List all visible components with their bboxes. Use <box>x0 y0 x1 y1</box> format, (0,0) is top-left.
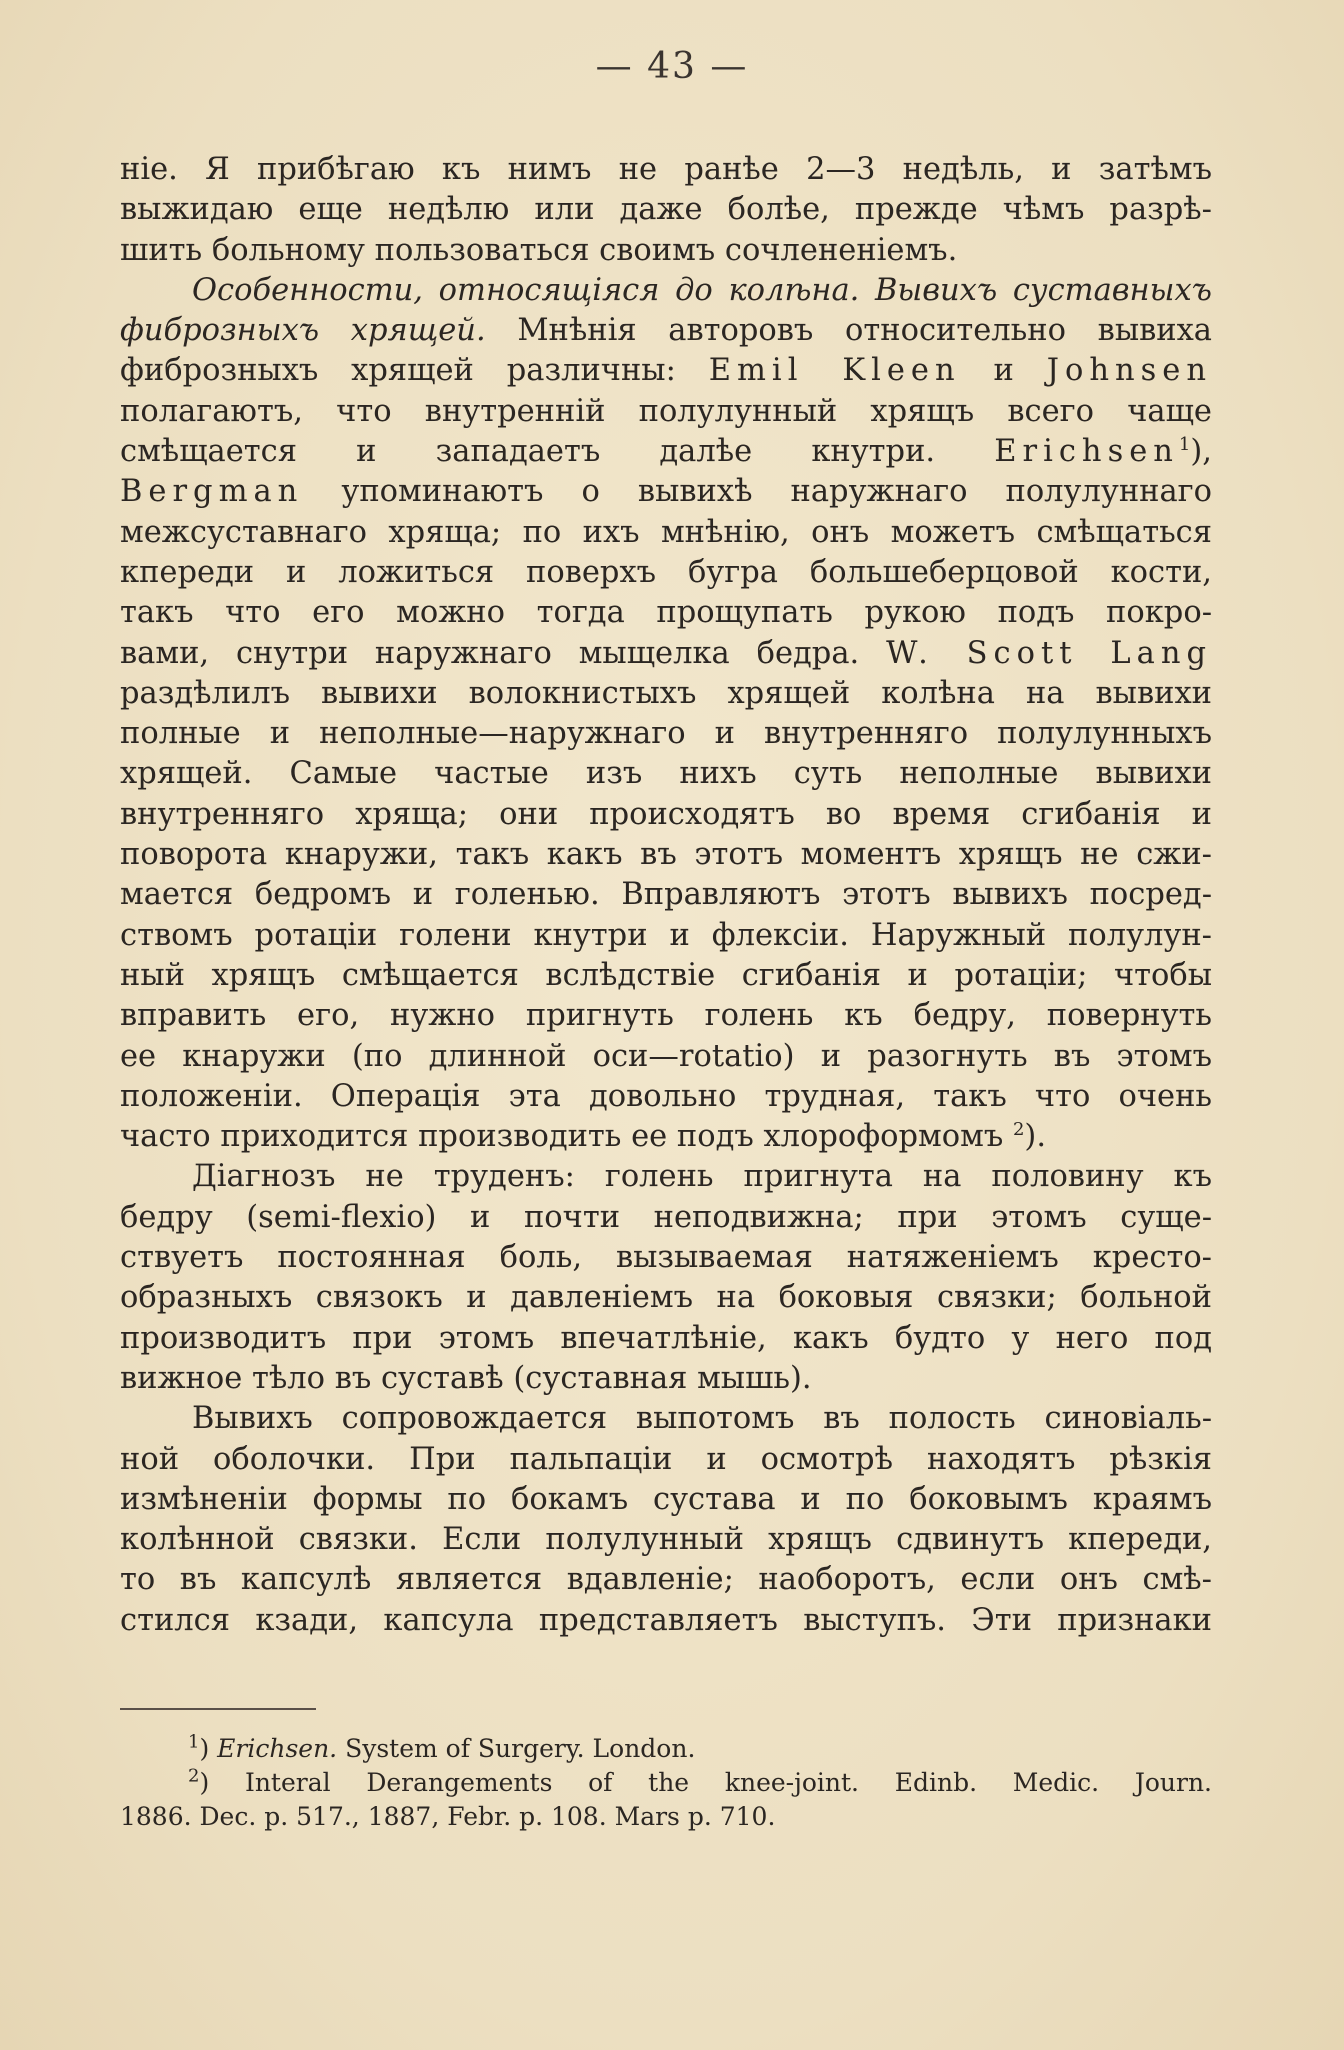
footnote-text: Interal Derangements of the knee-joint. Edinb. Medic. Journ. <box>244 1768 1212 1797</box>
author-name: Emil Kleen <box>708 353 961 389</box>
text-line: ніе. Я прибѣгаю къ нимъ не ранѣе 2—3 недѣль, и затѣмъ <box>120 152 1212 187</box>
text-line: ствомъ ротаціи голени кнутри и флексіи. Наружный полулун- <box>120 917 1212 953</box>
text-span: и <box>993 353 1014 389</box>
text-line: то въ капсулѣ является вдавленіе; наоборотъ, если онъ смѣ- <box>120 1562 1212 1598</box>
footnotes <box>120 1732 1212 1834</box>
text-line: стился кзади, капсула представляетъ выступъ. Эти признаки <box>120 1602 1212 1638</box>
text-span: фиброзныхъ хрящей различны: <box>120 353 676 389</box>
text-line: мается бедромъ и голенью. Вправляютъ этотъ вывихъ посред- <box>120 877 1212 913</box>
text-span: ). <box>1024 1119 1047 1155</box>
text-span: часто приходится производить ее подъ хлороформомъ <box>120 1119 1004 1155</box>
section-heading-end: фиброзныхъ хрящей. <box>120 313 486 349</box>
text-span: упоминаютъ о вывихѣ наружнаго полулуннаго <box>341 474 1212 510</box>
text-line: внутренняго хряща; они происходятъ во время сгибанія и <box>120 796 1212 832</box>
footnote-mark: 1 <box>188 1732 200 1753</box>
author-name: W. Scott Lang <box>886 635 1212 671</box>
text-line: ствуетъ постоянная боль, вызываемая натяженіемъ кресто- <box>120 1240 1212 1276</box>
text-line: производитъ при этомъ впечатлѣніе, какъ будто у него под <box>120 1320 1212 1356</box>
text-line: Діагнозъ не труденъ: голень пригнута на половину къ <box>192 1159 1212 1195</box>
text-line: полные и неполные—наружнаго и внутренняго полулунныхъ <box>120 716 1212 752</box>
text-line <box>120 311 1212 351</box>
body-text <box>120 150 1212 1641</box>
text-span: ), <box>1190 434 1212 470</box>
footnote-2: $^2$) Interal Derangements of the knee-joint. Edinb. Medic. Journ. <box>188 1766 1212 1797</box>
footnote-2-continued: 1886. Dec. p. 517., 1887, Febr. p. 108. Mars p. 710. <box>120 1802 776 1831</box>
footnote-divider <box>120 1708 316 1710</box>
text-line: бедру (semi-flexio) и почти неподвижна; при этомъ суще- <box>120 1199 1212 1235</box>
section-heading-start: Особенности, <box>192 272 423 308</box>
text-line <box>120 1117 1212 1157</box>
text-line: поворота кнаружи, такъ какъ въ этотъ моментъ хрящъ не сжи- <box>120 837 1212 873</box>
footnote-text: System of Surgery. London. <box>345 1734 696 1763</box>
text-line: кпереди и ложиться поверхъ бугра большеберцовой кости, <box>120 554 1212 590</box>
text-line: ее кнаружи (по длинной оси—rotatio) и разогнуть въ этомъ <box>120 1038 1212 1074</box>
footnote-author: Erichsen. <box>217 1734 338 1763</box>
text-line: ный хрящъ смѣщается вслѣдствіе сгибанія и ротаціи; чтобы <box>120 957 1212 993</box>
text-line: полагаютъ, что внутренній полулунный хрящъ всего чаще <box>120 393 1212 429</box>
text-line: образныхъ связокъ и давленіемъ на боковыя связки; больной <box>120 1280 1212 1316</box>
text-line <box>120 432 1212 472</box>
text-line: ной оболочки. При пальпаціи и осмотрѣ находятъ рѣзкія <box>120 1441 1212 1477</box>
text-line: раздѣлилъ вывихи волокнистыхъ хрящей колѣна на вывихи <box>120 675 1212 711</box>
text-line <box>120 351 1212 391</box>
text-line: измѣненіи формы по бокамъ сустава и по боковымъ краямъ <box>120 1481 1212 1517</box>
footnote-1: $^1$) Erichsen. System of Surgery. London. <box>188 1732 696 1763</box>
author-name: Bergman <box>120 474 304 510</box>
text-line: положеніи. Операція эта довольно трудная, такъ что очень <box>120 1078 1212 1114</box>
text-line <box>120 472 1212 512</box>
footnote-ref[interactable]: 1 <box>1178 433 1191 455</box>
text-line: Вывихъ сопровождается выпотомъ въ полость синовіаль- <box>192 1401 1212 1437</box>
text-span: Мнѣнія авторовъ относительно вывиха <box>517 313 1212 349</box>
text-line: выжидаю еще недѣлю или даже болѣе, прежде чѣмъ разрѣ- <box>120 192 1212 228</box>
author-name: Erichsen <box>994 434 1179 470</box>
text-line: шить больному пользоваться своимъ сочлененіемъ. <box>120 232 958 268</box>
footnote-ref[interactable]: 2 <box>1012 1118 1025 1140</box>
text-line <box>120 634 1212 674</box>
section-heading-line <box>120 271 1212 311</box>
author-name: Johnsen <box>1046 353 1212 389</box>
text-span: вами, снутри наружнаго мыщелка бедра. <box>120 635 860 671</box>
text-line: колѣнной связки. Если полулунный хрящъ сдвинутъ кпереди, <box>120 1522 1212 1558</box>
footnote-mark: 2 <box>188 1766 200 1787</box>
page-number: — 43 — <box>595 46 749 87</box>
text-line: вижное тѣло въ суставѣ (суставная мышь). <box>120 1360 812 1396</box>
section-heading-rest: относящіяся до колѣна. Вывихъ суставныхъ <box>438 272 1212 308</box>
text-line: вправить его, нужно пригнуть голень къ бедру, повернуть <box>120 998 1212 1034</box>
text-line: хрящей. Самые частые изъ нихъ суть неполные вывихи <box>120 756 1212 792</box>
text-line: такъ что его можно тогда прощупать рукою подъ покро- <box>120 595 1212 631</box>
text-line: межсуставнаго хряща; по ихъ мнѣнію, онъ можетъ смѣщаться <box>120 514 1212 550</box>
text-span: смѣщается и западаетъ далѣе кнутри. <box>120 434 936 470</box>
